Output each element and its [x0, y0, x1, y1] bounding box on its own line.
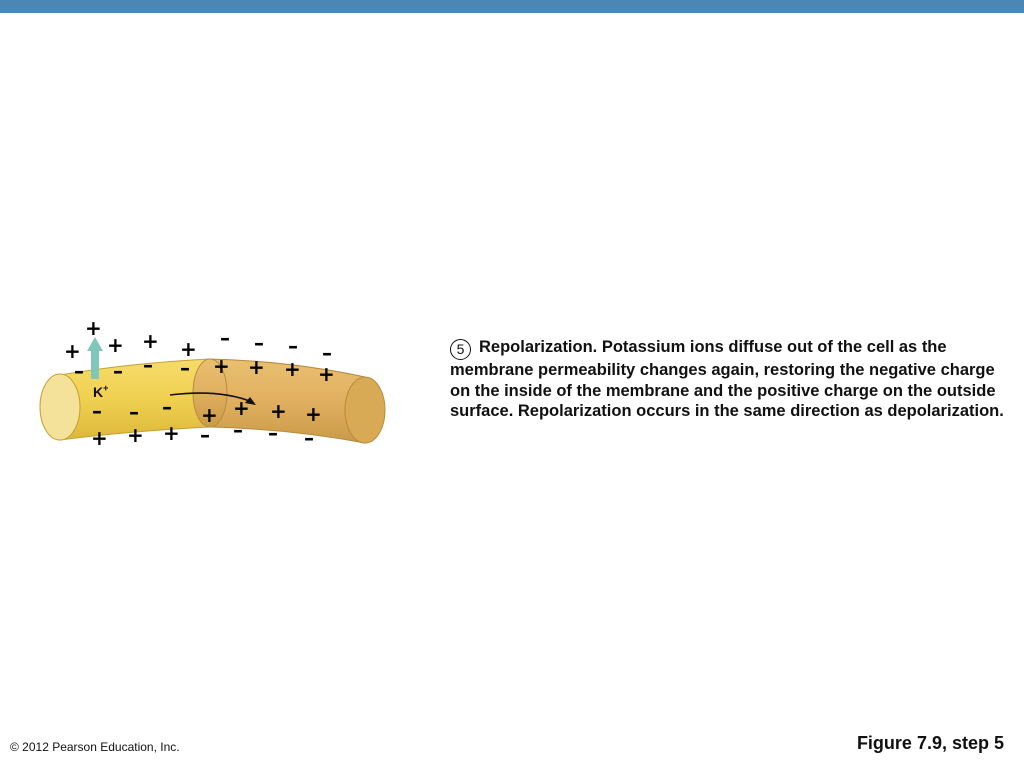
plus-sign: + — [142, 329, 159, 353]
minus-sign: – — [268, 421, 278, 445]
minus-sign: – — [254, 331, 264, 355]
minus-sign: – — [74, 359, 84, 383]
plus-sign: + — [284, 357, 301, 381]
minus-sign: – — [233, 418, 243, 442]
minus-sign: – — [113, 359, 123, 383]
potassium-ion-label: K+ — [93, 383, 109, 400]
plus-sign: + — [233, 396, 250, 420]
plus-sign: + — [163, 421, 180, 445]
neuron-membrane-diagram — [30, 315, 400, 455]
minus-sign: – — [220, 326, 230, 350]
minus-sign: – — [322, 341, 332, 365]
plus-sign: + — [318, 362, 335, 386]
plus-sign: + — [201, 403, 218, 427]
plus-sign: + — [270, 399, 287, 423]
minus-sign: – — [200, 423, 210, 447]
minus-sign: – — [304, 426, 314, 450]
minus-sign: – — [288, 334, 298, 358]
plus-sign: + — [64, 339, 81, 363]
minus-sign: – — [129, 400, 139, 424]
plus-sign: + — [305, 402, 322, 426]
step-number-badge: 5 — [450, 339, 471, 360]
top-bar — [0, 0, 1024, 13]
step-description: Repolarization. Potassium ions diffuse out of the cell as the membrane permeability changes again, restoring the negative charge on the inside of the membrane and the positive charge on the outside surface. Repolarization occurs in the same direction as depolarization. — [450, 338, 1004, 420]
minus-sign: – — [92, 399, 102, 423]
plus-sign: + — [85, 316, 102, 340]
plus-sign: + — [91, 426, 108, 450]
plus-sign: + — [248, 355, 265, 379]
plus-sign: + — [180, 337, 197, 361]
plus-sign: + — [213, 354, 230, 378]
minus-sign: – — [143, 353, 153, 377]
step-caption — [450, 337, 1010, 422]
minus-sign: – — [180, 356, 190, 380]
axon-end-right — [345, 377, 385, 443]
figure-label: Figure 7.9, step 5 — [856, 733, 1004, 753]
copyright-notice: © 2012 Pearson Education, Inc. — [10, 740, 180, 754]
plus-sign: + — [127, 423, 144, 447]
plus-sign: + — [107, 333, 124, 357]
minus-sign: – — [162, 395, 172, 419]
axon-end-left — [40, 374, 80, 440]
